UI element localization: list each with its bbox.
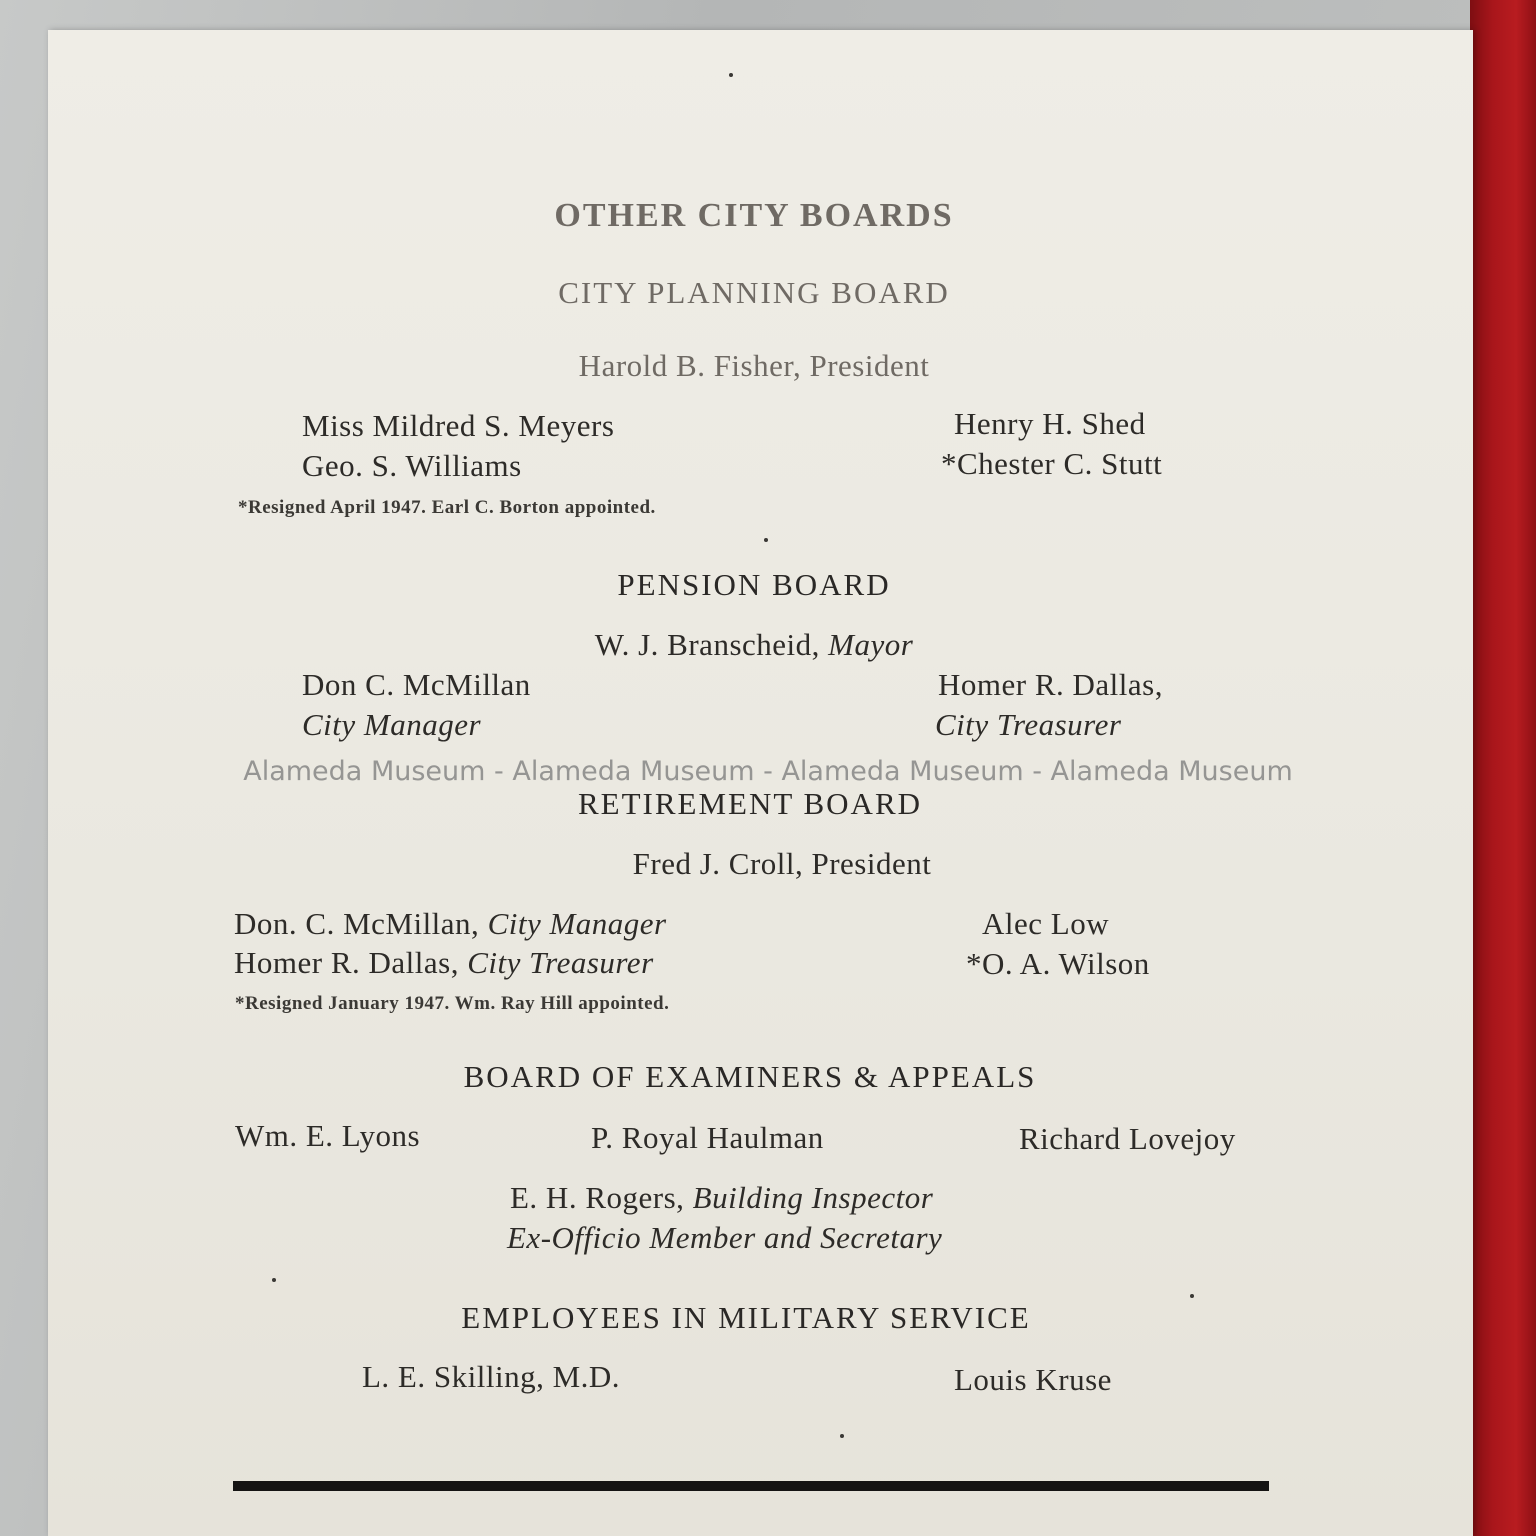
inspector-role: Ex-Officio Member and Secretary [507,1220,943,1255]
planning-member-left-2: Geo. S. Williams [302,448,522,483]
paper-speck [840,1434,844,1438]
planning-member-right-2: *Chester C. Stutt [941,446,1163,481]
red-book-cover-edge [1470,0,1536,1536]
retirement-board-footnote: *Resigned January 1947. Wm. Ray Hill appointed. [235,993,670,1014]
inspector-name: E. H. Rogers, [510,1180,685,1215]
pension-mayor-title: Mayor [828,627,914,662]
pension-board-title: PENSION BOARD [617,567,891,602]
pension-left-name: Don C. McMillan [302,667,531,702]
military-member-2: Louis Kruse [954,1362,1112,1397]
planning-board-president: Harold B. Fisher, President [578,348,930,383]
retirement-left-2-title: City Treasurer [467,945,654,980]
military-member-1: L. E. Skilling, M.D. [362,1359,621,1394]
paper-speck [729,73,733,77]
retirement-board-president: Fred J. Croll, President [632,846,932,881]
paper-speck [272,1278,276,1282]
retirement-left-2-name: Homer R. Dallas, [234,945,459,980]
retirement-board-title: RETIREMENT BOARD [577,786,923,821]
examiners-member-3: Richard Lovejoy [1019,1121,1236,1156]
pension-board-mayor [595,627,914,663]
bottom-rule [233,1481,1269,1491]
retirement-right-2: *O. A. Wilson [966,946,1150,981]
planning-member-left-1: Miss Mildred S. Meyers [302,408,615,443]
inspector-title: Building Inspector [692,1180,934,1215]
retirement-left-1 [234,906,667,942]
retirement-left-1-title: City Manager [487,906,667,941]
retirement-right-1: Alec Low [982,906,1110,941]
retirement-left-1-name: Don. C. McMillan, [234,906,480,941]
page-heading: OTHER CITY BOARDS [554,197,954,234]
paper-speck [764,538,768,542]
examiners-inspector [510,1180,933,1216]
planning-board-title: CITY PLANNING BOARD [558,275,950,310]
retirement-left-2 [234,945,654,981]
planning-member-right-1: Henry H. Shed [954,406,1146,441]
pension-left-title: City Manager [302,707,482,742]
paper-speck [1190,1294,1194,1298]
pension-mayor-name: W. J. Branscheid, [594,627,820,662]
pension-right-title: City Treasurer [935,707,1122,742]
planning-board-footnote: *Resigned April 1947. Earl C. Borton appointed. [238,497,656,518]
examiners-member-1: Wm. E. Lyons [235,1118,421,1153]
examiners-board-title: BOARD OF EXAMINERS & APPEALS [463,1059,1037,1094]
examiners-member-2: P. Royal Haulman [591,1120,824,1155]
military-service-title: EMPLOYEES IN MILITARY SERVICE [461,1300,1031,1335]
watermark: Alameda Museum - Alameda Museum - Alameda Museum - Alameda Museum [243,756,1293,787]
pension-right-name: Homer R. Dallas, [938,667,1163,702]
